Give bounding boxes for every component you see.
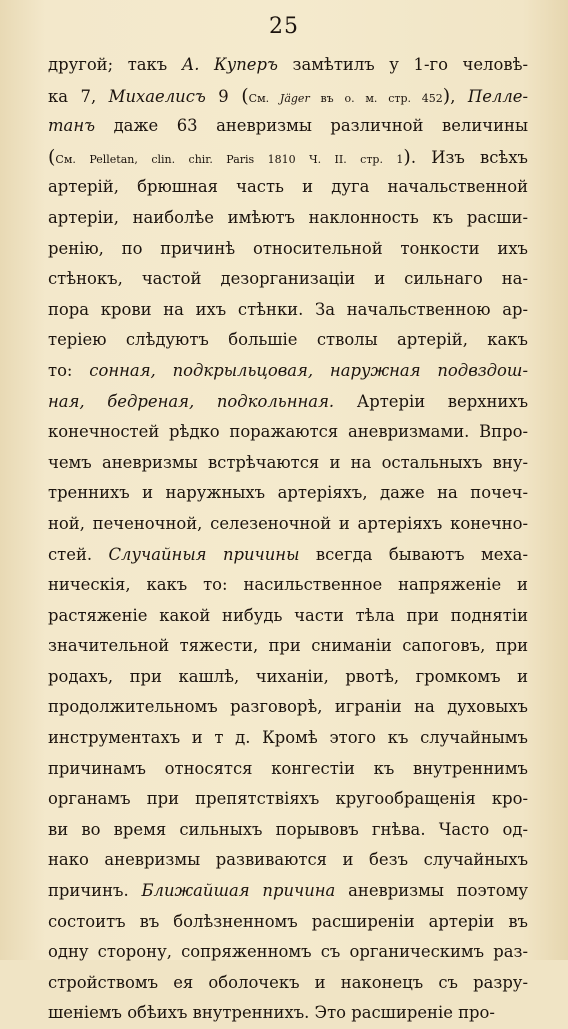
text-line: [48, 601, 528, 632]
text-segment: Артеріи верхнихъ: [334, 391, 528, 411]
text-line: [48, 540, 528, 571]
text-line: [48, 845, 528, 876]
text-segment: треннихъ и наружныхъ артеріяхъ, даже на почеч-: [48, 483, 528, 503]
text-segment: родахъ, при кашлѣ, чиханіи, рвотѣ, громкомъ и: [48, 666, 528, 686]
text-segment: (: [48, 145, 56, 168]
text-line: [48, 876, 528, 907]
text-line: [48, 50, 528, 81]
italic-segment: Ближайшая причина: [141, 881, 336, 901]
text-line: [48, 234, 528, 265]
text-line: [48, 387, 528, 418]
text-segment: растяженіе какой нибудь части тѣла при поднятіи: [48, 605, 528, 625]
text-line: [48, 417, 528, 448]
text-segment: ническія, какъ то: насильственное напряженіе и: [48, 575, 528, 595]
text-segment: ренію, по причинѣ относительной тонкости ихъ: [48, 238, 528, 258]
text-segment: ): [442, 84, 451, 107]
text-segment: одну сторону, сопряженномъ съ органическимъ раз-: [48, 942, 528, 962]
reference-segment: въ о. м. стр. 452: [309, 91, 443, 105]
reference-segment: Jäger: [279, 91, 310, 105]
text-segment: ,: [450, 86, 468, 106]
text-line: [48, 968, 528, 999]
italic-segment: сонная, подкрыльцовая, наружная подвздош-: [89, 360, 528, 380]
text-line: [48, 142, 528, 173]
reference-segment: См.: [248, 91, 280, 105]
text-line: [48, 754, 528, 785]
page-number: 25: [269, 14, 299, 39]
text-segment: причинамъ относятся конгестіи къ внутреннимъ: [48, 758, 528, 778]
text-segment: ной, печеночной, селезеночной и артеріяхъ конечно-: [48, 513, 528, 533]
text-segment: ка 7,: [48, 86, 109, 106]
text-segment: 9: [205, 86, 242, 106]
text-segment: всегда бываютъ меха-: [299, 544, 528, 564]
text-line: [48, 478, 528, 509]
text-segment: конечностей рѣдко поражаются аневризмами. Впро-: [48, 422, 528, 442]
text-segment: даже 63 аневризмы различной величины: [95, 116, 528, 136]
italic-segment: ная, бедреная, подкольнная.: [48, 391, 335, 411]
text-line: [48, 111, 528, 142]
text-segment: пора крови на ихъ стѣнки. За начальственною ар-: [48, 299, 528, 319]
text-segment: другой; такъ: [48, 55, 182, 74]
text-line: [48, 723, 528, 754]
text-line: [48, 356, 528, 387]
text-line: [48, 172, 528, 203]
text-segment: аневризмы поэтому: [335, 881, 528, 901]
text-line: [48, 815, 528, 846]
text-segment: ви во время сильныхъ порывовъ гнѣва. Часто од-: [48, 819, 528, 839]
text-segment: шеніемъ обѣихъ внутреннихъ. Это расширеніе про-: [48, 1003, 495, 1023]
text-segment: теріею слѣдуютъ большіе стволы артерій, какъ: [48, 330, 528, 350]
text-segment: артеріи, наиболѣе имѣютъ наклонность къ расши-: [48, 207, 528, 227]
text-line: [48, 907, 528, 938]
text-segment: причинъ.: [48, 881, 142, 901]
text-line: [48, 692, 528, 723]
text-line: [48, 998, 528, 1029]
text-segment: чемъ аневризмы встрѣчаются и на остальныхъ вну-: [48, 452, 528, 472]
text-segment: стройствомъ ея оболочекъ и наконецъ съ разру-: [48, 972, 528, 992]
italic-segment: А. Куперъ: [181, 55, 278, 74]
text-segment: стѣнокъ, частой дезорганизаціи и сильнаго на-: [48, 269, 528, 289]
text-line: [48, 631, 528, 662]
text-segment: замѣтилъ у 1-го человѣ-: [277, 55, 528, 74]
text-segment: органамъ при препятствіяхъ кругообращенія кро-: [48, 789, 528, 809]
body-text: [48, 50, 528, 1029]
text-segment: инструментахъ и т д. Кромѣ этого къ случайнымъ: [48, 728, 528, 748]
text-line: [48, 509, 528, 540]
text-line: [48, 264, 528, 295]
text-line: [48, 570, 528, 601]
text-segment: то:: [48, 360, 90, 380]
text-segment: артерій, брюшная часть и дуга начальственной: [48, 177, 528, 197]
text-line: [48, 81, 528, 112]
text-segment: состоитъ въ болѣзненномъ расширеніи артеріи въ: [48, 911, 528, 931]
italic-segment: Случайныя причины: [108, 544, 300, 564]
text-segment: . Изъ всѣхъ: [410, 147, 528, 167]
text-segment: стей.: [48, 544, 109, 564]
italic-segment: Михаелисъ: [108, 86, 206, 106]
text-line: [48, 448, 528, 479]
text-segment: ): [403, 145, 411, 168]
italic-segment: танъ: [48, 116, 96, 136]
text-segment: нако аневризмы развиваются и безъ случайныхъ: [48, 850, 528, 870]
text-line: [48, 295, 528, 326]
text-segment: (: [241, 84, 249, 107]
text-line: [48, 784, 528, 815]
text-line: [48, 662, 528, 693]
text-line: [48, 325, 528, 356]
reference-segment: См. Pelletan, clin. chir. Paris 1810 Ч. II. стр. 1: [55, 152, 404, 166]
text-segment: значительной тяжести, при сниманіи сапоговъ, при: [48, 636, 528, 656]
text-line: [48, 203, 528, 234]
text-segment: продолжительномъ разговорѣ, играніи на духовыхъ: [48, 697, 528, 717]
text-line: [48, 937, 528, 968]
italic-segment: Пелле-: [467, 86, 528, 106]
